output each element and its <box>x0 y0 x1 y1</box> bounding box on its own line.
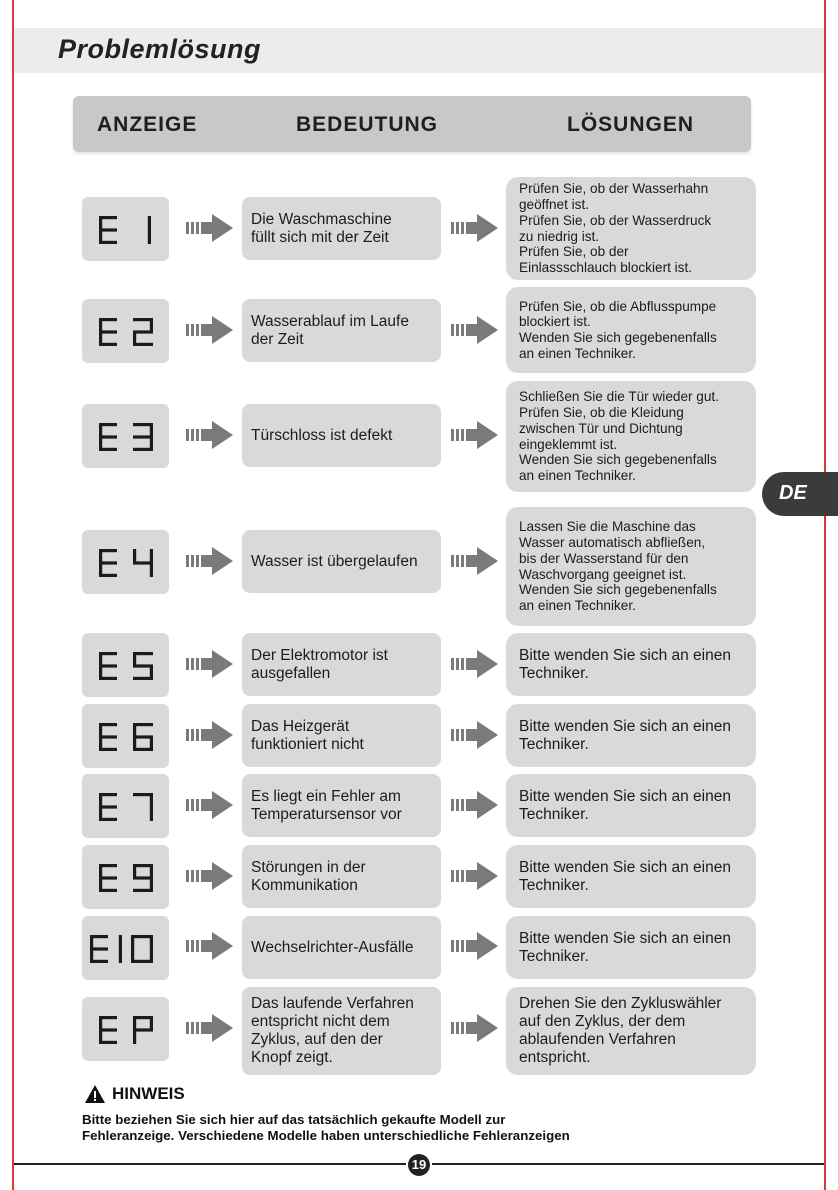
footer-divider-left <box>14 1163 406 1165</box>
header-anzeige: ANZEIGE <box>97 113 198 136</box>
header-bedeutung: BEDEUTUNG <box>296 113 439 136</box>
meaning-text: Es liegt ein Fehler am Temperatursensor vor <box>251 787 402 823</box>
solution-text: Bitte wenden Sie sich an einen Techniker. <box>519 858 731 894</box>
page-title: Problemlösung <box>58 34 262 64</box>
arrow-right-icon <box>186 420 234 450</box>
meaning-box <box>242 774 441 837</box>
solution-text: Prüfen Sie, ob der Wasserhahn geöffnet ist. Prüfen Sie, ob der Wasserdruck zu niedrig ist. Prüfen Sie, ob der Einlassschlauch blockiert ist. <box>519 181 712 275</box>
meaning-text: Türschloss ist defekt <box>251 426 393 444</box>
footer-divider-right <box>432 1163 824 1165</box>
error-code-display <box>82 404 169 468</box>
error-code-display <box>82 299 169 363</box>
meaning-box <box>242 530 441 593</box>
meaning-box <box>242 299 441 362</box>
meaning-box <box>242 404 441 467</box>
solution-box <box>506 381 756 492</box>
error-code-display <box>82 633 169 697</box>
page-number: 19 <box>408 1154 430 1176</box>
solution-text: Lassen Sie die Maschine das Wasser automatisch abfließen, bis der Wasserstand für den Waschvorgang geeignet ist. Wenden Sie sich gegebenenfalls an einen Techniker. <box>519 519 717 613</box>
arrow-right-icon <box>186 649 234 679</box>
error-code-display <box>82 997 169 1061</box>
arrow-right-icon <box>451 931 499 961</box>
note-text-content: Bitte beziehen Sie sich hier auf das tatsächlich gekaufte Modell zur Fehleranzeige. Verschiedene Modelle haben unterschiedliche Fehleranzeigen <box>82 1112 570 1143</box>
meaning-box <box>242 197 441 260</box>
error-code-display <box>82 530 169 594</box>
arrow-right-icon <box>451 861 499 891</box>
error-code-display <box>82 916 169 980</box>
solution-box <box>506 507 756 626</box>
arrow-right-icon <box>186 213 234 243</box>
solution-box <box>506 177 756 280</box>
meaning-text: Wechselrichter-Ausfälle <box>251 938 414 956</box>
arrow-right-icon <box>451 1013 499 1043</box>
warning-icon <box>84 1084 106 1104</box>
solution-box <box>506 845 756 908</box>
meaning-box <box>242 704 441 767</box>
arrow-right-icon <box>186 861 234 891</box>
table-header <box>73 96 751 152</box>
arrow-right-icon <box>451 790 499 820</box>
meaning-box <box>242 916 441 979</box>
solution-text: Drehen Sie den Zykluswähler auf den Zyklus, der dem ablaufenden Verfahren entspricht. <box>519 995 722 1066</box>
solution-box <box>506 704 756 767</box>
arrow-right-icon <box>451 315 499 345</box>
solution-box <box>506 287 756 373</box>
arrow-right-icon <box>186 720 234 750</box>
solution-text: Bitte wenden Sie sich an einen Techniker. <box>519 646 731 682</box>
arrow-right-icon <box>186 790 234 820</box>
solution-text: Bitte wenden Sie sich an einen Techniker. <box>519 929 731 965</box>
arrow-right-icon <box>451 546 499 576</box>
meaning-text: Das laufende Verfahren entspricht nicht dem Zyklus, auf den der Knopf zeigt. <box>251 995 414 1066</box>
note-heading <box>84 1084 185 1104</box>
arrow-right-icon <box>186 1013 234 1043</box>
solution-text: Bitte wenden Sie sich an einen Techniker. <box>519 717 731 753</box>
meaning-text: Wasser ist übergelaufen <box>251 552 418 570</box>
error-code-display <box>82 774 169 838</box>
error-code-display <box>82 845 169 909</box>
error-code-display <box>82 197 169 261</box>
arrow-right-icon <box>186 931 234 961</box>
meaning-box <box>242 987 441 1075</box>
header-loesungen: LÖSUNGEN <box>567 113 695 136</box>
arrow-right-icon <box>451 213 499 243</box>
arrow-right-icon <box>451 720 499 750</box>
solution-text: Prüfen Sie, ob die Abflusspumpe blockiert ist. Wenden Sie sich gegebenenfalls an einen Techniker. <box>519 298 717 361</box>
arrow-right-icon <box>451 420 499 450</box>
solution-box <box>506 774 756 837</box>
meaning-text: Der Elektromotor ist ausgefallen <box>251 646 388 682</box>
meaning-text: Störungen in der Kommunikation <box>251 858 366 894</box>
arrow-right-icon <box>451 649 499 679</box>
solution-text: Bitte wenden Sie sich an einen Techniker. <box>519 787 731 823</box>
note-title: HINWEIS <box>112 1084 185 1103</box>
meaning-box <box>242 633 441 696</box>
arrow-right-icon <box>186 546 234 576</box>
meaning-box <box>242 845 441 908</box>
note-text <box>82 1112 722 1144</box>
solution-box <box>506 987 756 1075</box>
title-bar <box>14 28 824 73</box>
meaning-text: Die Waschmaschine füllt sich mit der Zeit <box>251 210 392 246</box>
arrow-right-icon <box>186 315 234 345</box>
meaning-text: Wasserablauf im Laufe der Zeit <box>251 312 409 348</box>
solution-box <box>506 916 756 979</box>
language-tab-label: DE <box>779 482 807 504</box>
meaning-text: Das Heizgerät funktioniert nicht <box>251 717 364 753</box>
solution-text: Schließen Sie die Tür wieder gut. Prüfen Sie, ob die Kleidung zwischen Tür und Dichtung eingeklemmt ist. Wenden Sie sich gegebenenfalls an einen Techniker. <box>519 389 719 483</box>
error-code-display <box>82 704 169 768</box>
language-tab <box>762 472 838 516</box>
solution-box <box>506 633 756 696</box>
